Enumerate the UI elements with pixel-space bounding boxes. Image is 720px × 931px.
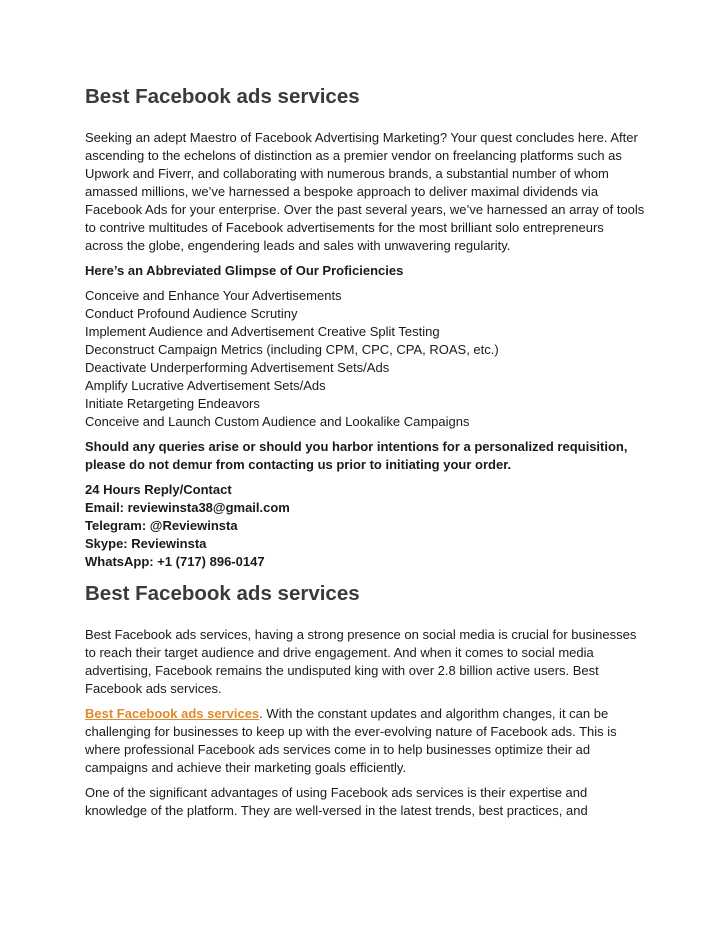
body-paragraph: Best Facebook ads services, having a strong presence on social media is crucial for businesses to reach their target audience and drive engagement. And when it comes to social media advertising, Facebook remains the undisputed king with over 2.8 billion active users. Best Facebook ads services.: [85, 627, 637, 696]
list-item: Implement Audience and Advertisement Creative Split Testing: [85, 324, 440, 339]
list-item: Conceive and Launch Custom Audience and Lookalike Campaigns: [85, 414, 470, 429]
contact-whatsapp: WhatsApp: +1 (717) 896-0147: [85, 554, 265, 569]
contact-availability: 24 Hours Reply/Contact: [85, 482, 232, 497]
list-item: Initiate Retargeting Endeavors: [85, 396, 260, 411]
list-item: Deactivate Underperforming Advertisement Sets/Ads: [85, 360, 390, 375]
paragraph-text: . With the constant updates and algorithm changes, it can be challenging for businesses to keep up with the ever-evolving nature of Facebook ads. This is where professional Facebook ads services come in to help businesses optimize their ad campaigns and achieve their marketing goals efficiently.: [85, 706, 617, 775]
document-page: [85, 84, 645, 827]
contact-email: Email: reviewinsta38@gmail.com: [85, 500, 290, 515]
proficiencies-heading: Here’s an Abbreviated Glimpse of Our Proficiencies: [85, 263, 404, 278]
body-paragraph: [85, 705, 645, 777]
list-item: Conduct Profound Audience Scrutiny: [85, 306, 298, 321]
body-paragraph: One of the significant advantages of using Facebook ads services is their expertise and knowledge of the platform. They are well-versed in the latest trends, best practices, and: [85, 785, 588, 818]
intro-paragraph: Seeking an adept Maestro of Facebook Advertising Marketing? Your quest concludes here. After ascending to the echelons of distinction as a premier vendor on freelancing platforms such as Upwork and Fiverr, and collaborating with numerous brands, a substantial number of whom amassed millions, we’ve harnessed a bespoke approach to deliver maximal dividends via Facebook Ads for your enterprise. Over the past several years, we’ve harnessed an array of tools to contrive multitudes of Facebook advertisements for the most brilliant solo entrepreneurs across the globe, engendering leads and sales with unwavering regularity.: [85, 130, 645, 253]
list-item: Deconstruct Campaign Metrics (including CPM, CPC, CPA, ROAS, etc.): [85, 342, 499, 357]
contact-telegram: Telegram: @Reviewinsta: [85, 518, 238, 533]
contact-list: [85, 481, 645, 571]
section-heading: Best Facebook ads services: [85, 582, 360, 605]
list-item: Amplify Lucrative Advertisement Sets/Ads: [85, 378, 326, 393]
services-link[interactable]: Best Facebook ads services: [85, 706, 260, 721]
queries-note: Should any queries arise or should you harbor intentions for a personalized requisition, please do not demur from contacting us prior to initiating your order.: [85, 439, 628, 472]
proficiencies-list: [85, 287, 645, 431]
section-heading: Best Facebook ads services: [85, 85, 360, 108]
list-item: Conceive and Enhance Your Advertisements: [85, 288, 342, 303]
contact-skype: Skype: Reviewinsta: [85, 536, 207, 551]
